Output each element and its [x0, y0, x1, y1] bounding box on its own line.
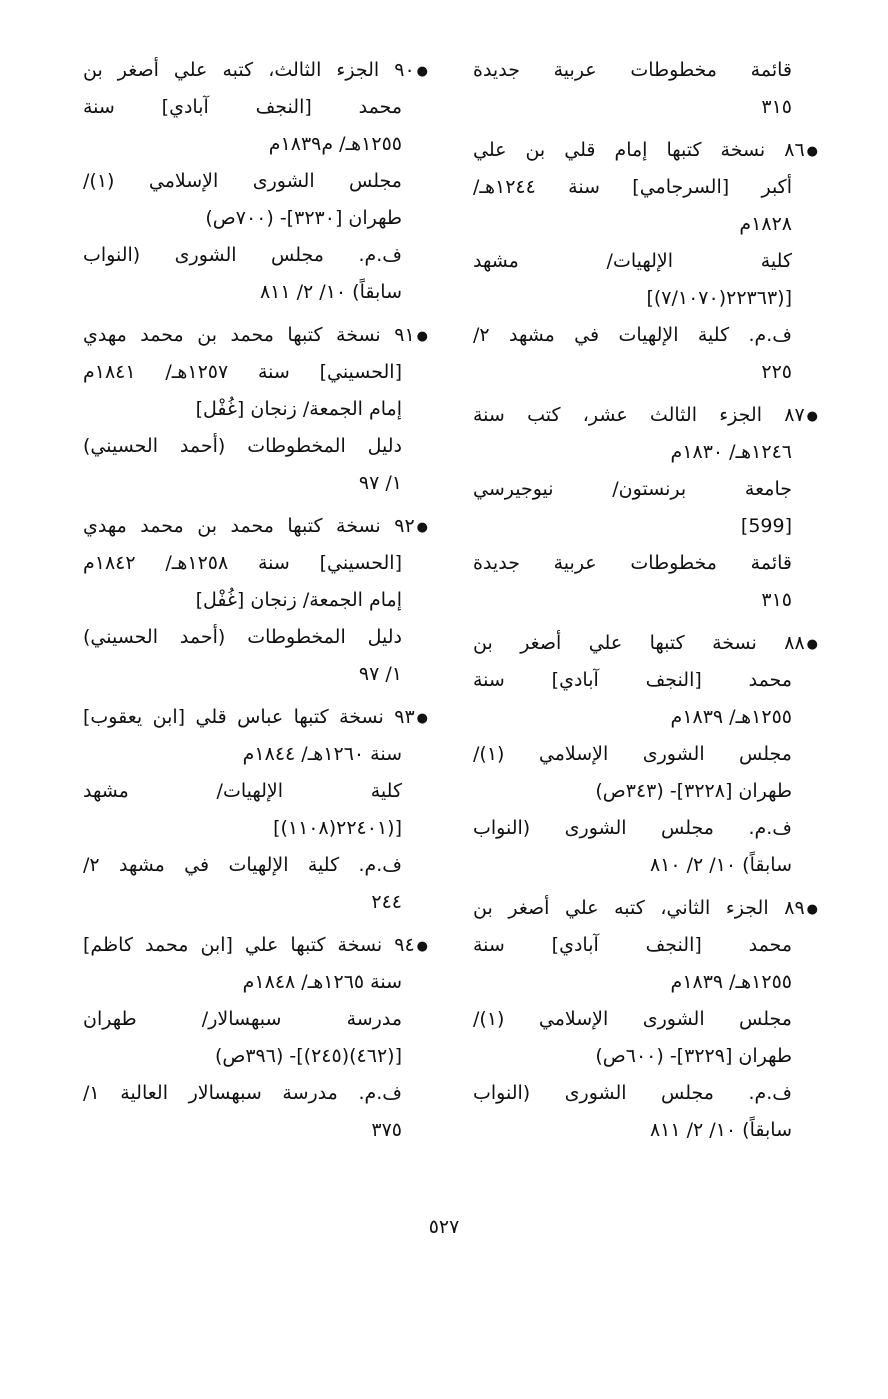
- bullet-icon: ●: [806, 902, 818, 917]
- line-text: [(٢٢٤٠١(١١٠٨)]: [273, 817, 402, 839]
- line-text: إمام الجمعة/ زنجان [غُفْل]: [195, 589, 402, 611]
- entry-line: [473, 847, 818, 884]
- line-text: [الحسيني] سنة ١٢٥٧هـ/ ١٨٤١م: [83, 361, 402, 383]
- line-text: طهران [٣٢٢٨]- (٣٤٣ص): [595, 780, 792, 802]
- line-text: [الحسيني] سنة ١٢٥٨هـ/ ١٨٤٢م: [83, 552, 402, 574]
- bullet-icon: ●: [416, 520, 428, 535]
- line-text: جامعة برنستون/ نيوجيرسي: [473, 478, 792, 500]
- line-text: ٩١ نسخة كتبها محمد بن محمد مهدي: [83, 324, 415, 346]
- line-text: ١/ ٩٧: [358, 663, 402, 685]
- bullet-icon: ●: [806, 144, 818, 159]
- line-text: ١٨٢٨م: [739, 213, 792, 235]
- line-text: مجلس الشورى الإسلامي (١)/: [83, 170, 402, 192]
- line-text: ١/ ٩٧: [358, 472, 402, 494]
- line-text: ٢٢٥: [761, 361, 792, 383]
- entry-line: [83, 1112, 428, 1149]
- line-text: ف.م. مجلس الشورى (النواب: [83, 244, 402, 266]
- entry-line: [83, 126, 428, 163]
- bullet-icon: ●: [416, 711, 428, 726]
- line-text: مجلس الشورى الإسلامي (١)/: [473, 743, 792, 765]
- right-column: [473, 52, 818, 1149]
- line-text: مجلس الشورى الإسلامي (١)/: [473, 1008, 792, 1030]
- line-text: ١٢٥٥هـ/ ١٨٣٩م: [670, 971, 792, 993]
- entry-line: [473, 736, 818, 773]
- line-text: محمد [النجف آبادي] سنة: [473, 669, 792, 691]
- entry-first-line: [83, 317, 428, 354]
- line-text: دليل المخطوطات (أحمد الحسيني): [83, 435, 402, 457]
- page-number: ٥٢٧: [428, 1216, 460, 1238]
- entry-line: [473, 1001, 818, 1038]
- line-text: دليل المخطوطات (أحمد الحسيني): [83, 626, 402, 648]
- line-text: ٩٠ الجزء الثالث، كتبه علي أصغر بن: [83, 59, 415, 81]
- entry-line: [473, 508, 818, 545]
- line-text: ٩٣ نسخة كتبها عباس قلي [ابن يعقوب]: [83, 706, 415, 728]
- line-text: سابقاً) ١٠/ ٢/ ٨١٠: [649, 854, 792, 876]
- line-text: ٢٤٤: [371, 891, 402, 913]
- entry-line: [473, 927, 818, 964]
- entry-line: [473, 810, 818, 847]
- entry-line: [473, 1075, 818, 1112]
- line-text: كلية الإلهيات/ مشهد: [83, 780, 402, 802]
- line-text: ٩٢ نسخة كتبها محمد بن محمد مهدي: [83, 515, 415, 537]
- line-text: ٨٧ الجزء الثالث عشر، كتب سنة: [473, 404, 805, 426]
- entry-first-line: [473, 890, 818, 927]
- entry-first-line: [473, 397, 818, 434]
- entry-line: [83, 1038, 428, 1075]
- entry-line: [473, 280, 818, 317]
- bullet-icon: ●: [416, 329, 428, 344]
- bullet-icon: ●: [416, 939, 428, 954]
- entry-line: [473, 317, 818, 354]
- line-text: ٣١٥: [761, 589, 792, 611]
- line-text: ف.م. مجلس الشورى (النواب: [473, 1082, 792, 1104]
- entry-line: [473, 964, 818, 1001]
- entry-line: [83, 465, 428, 502]
- line-text: إمام الجمعة/ زنجان [غُفْل]: [195, 398, 402, 420]
- entry-first-line: [473, 132, 818, 169]
- entry-line: [83, 428, 428, 465]
- line-text: ٣١٥: [761, 96, 792, 118]
- line-text: ٣٧٥: [371, 1119, 402, 1141]
- line-text: ف.م. مدرسة سبهسالار العالية ١/: [83, 1082, 402, 1104]
- entry-line: [83, 656, 428, 693]
- entry-line: [473, 52, 818, 89]
- entry-line: [473, 169, 818, 206]
- line-text: سنة ١٢٦٥هـ/ ١٨٤٨م: [242, 971, 402, 993]
- bullet-icon: ●: [806, 409, 818, 424]
- entry-line: [473, 699, 818, 736]
- line-text: [(٢٢٣٦٣(٧/١٠٧٠)]: [646, 287, 792, 309]
- entry-line: [83, 736, 428, 773]
- line-text: سنة ١٢٦٠هـ/ ١٨٤٤م: [242, 743, 402, 765]
- line-text: ف.م. كلية الإلهيات في مشهد ٢/: [83, 854, 402, 876]
- entry-line: [473, 354, 818, 391]
- entry-line: [83, 964, 428, 1001]
- line-text: ف.م. كلية الإلهيات في مشهد ٢/: [473, 324, 792, 346]
- line-text: [(٤٦٢)(٢٤٥)]- (٣٩٦ص): [214, 1045, 402, 1067]
- entry-first-line: [83, 508, 428, 545]
- entry-line: [83, 545, 428, 582]
- line-text: طهران [٣٢٢٩]- (٦٠٠ص): [595, 1045, 792, 1067]
- entry-line: [473, 243, 818, 280]
- line-text: سابقاً) ١٠/ ٢/ ٨١١: [259, 281, 402, 303]
- line-text: محمد [النجف آبادي] سنة: [83, 96, 402, 118]
- entry-line: [83, 89, 428, 126]
- entry-first-line: [473, 625, 818, 662]
- line-text: ١٢٤٦هـ/ ١٨٣٠م: [670, 441, 792, 463]
- line-text: ٨٦ نسخة كتبها إمام قلي بن علي: [473, 139, 805, 161]
- line-text: ١٢٥٥هـ/ ١٨٣٩م: [670, 706, 792, 728]
- left-column: [83, 52, 428, 1149]
- line-text: سابقاً) ١٠/ ٢/ ٨١١: [649, 1119, 792, 1141]
- entry-line: [83, 884, 428, 921]
- entry-line: [83, 237, 428, 274]
- line-text: ١٢٥٥هـ/ م١٨٣٩م: [268, 133, 402, 155]
- entry-line: [83, 1075, 428, 1112]
- entry-line: [83, 1001, 428, 1038]
- entry-first-line: [83, 927, 428, 964]
- line-text: ٨٩ الجزء الثاني، كتبه علي أصغر بن: [473, 897, 805, 919]
- entry-line: [473, 471, 818, 508]
- entry-line: [83, 619, 428, 656]
- entry-first-line: [83, 699, 428, 736]
- line-text: أكبر [السرجامي] سنة ١٢٤٤هـ/: [473, 176, 792, 198]
- line-text: ٨٨ نسخة كتبها علي أصغر بن: [473, 632, 805, 654]
- entry-line: [473, 206, 818, 243]
- entry-line: [473, 582, 818, 619]
- entry-line: [83, 163, 428, 200]
- entry-line: [83, 847, 428, 884]
- line-text: طهران [٣٢٣٠]- (٧٠٠ص): [205, 207, 402, 229]
- entry-line: [473, 773, 818, 810]
- line-text: قائمة مخطوطات عربية جديدة: [473, 59, 792, 81]
- entry-line: [83, 582, 428, 619]
- bullet-icon: ●: [806, 637, 818, 652]
- entry-line: [473, 545, 818, 582]
- line-text: محمد [النجف آبادي] سنة: [473, 934, 792, 956]
- line-text: ف.م. مجلس الشورى (النواب: [473, 817, 792, 839]
- line-text: قائمة مخطوطات عربية جديدة: [473, 552, 792, 574]
- line-text: مدرسة سبهسالار/ طهران: [83, 1008, 402, 1030]
- entry-line: [83, 773, 428, 810]
- entry-line: [83, 200, 428, 237]
- bullet-icon: ●: [416, 64, 428, 79]
- entry-line: [83, 274, 428, 311]
- line-text: كلية الإلهيات/ مشهد: [473, 250, 792, 272]
- entry-line: [473, 1038, 818, 1075]
- line-text: ٩٤ نسخة كتبها علي [ابن محمد كاظم]: [83, 934, 415, 956]
- entry-line: [473, 434, 818, 471]
- entry-first-line: [83, 52, 428, 89]
- entry-line: [473, 1112, 818, 1149]
- entry-line: [83, 810, 428, 847]
- entry-line: [473, 662, 818, 699]
- entry-line: [83, 391, 428, 428]
- line-text: [599]: [740, 515, 792, 537]
- entry-line: [473, 89, 818, 126]
- entry-line: [83, 354, 428, 391]
